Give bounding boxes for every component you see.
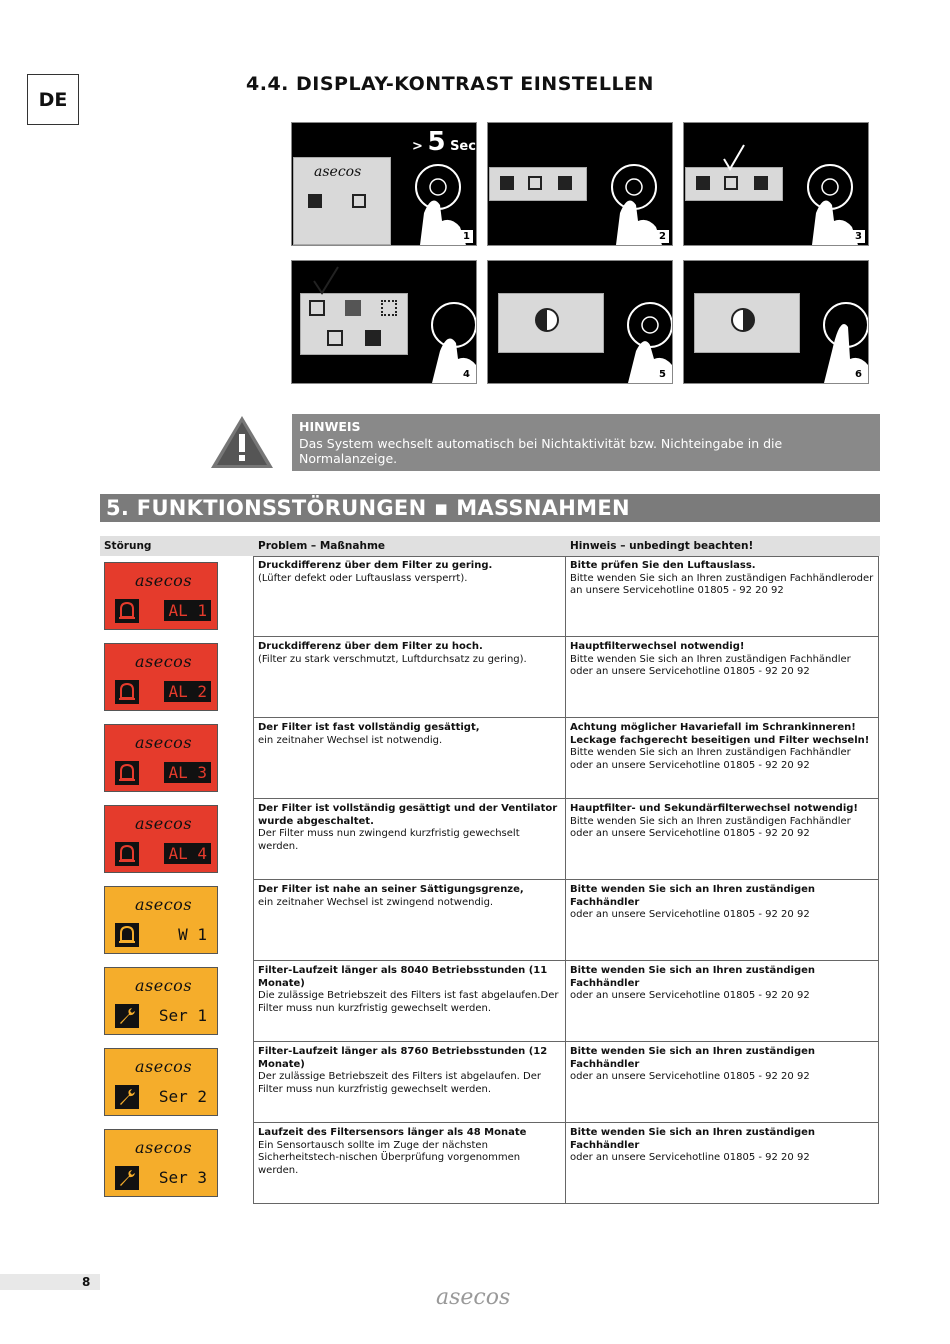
problem-cell	[253, 556, 565, 637]
table-row	[100, 961, 880, 1042]
problem-text: Der zulässige Betriebszeit des Filters ist abgelaufen. Der Filter muss nun kurzfristig gewechselt werden.	[258, 1071, 542, 1095]
problem-bold: Druckdifferenz über dem Filter zu gering.	[258, 560, 493, 571]
problem-text: Die zulässige Betriebszeit des Filters ist fast abgelaufen.Der Filter muss nun kurzfristig gewechselt werden.	[258, 990, 559, 1014]
step-image-5	[487, 260, 673, 384]
hint-cell	[565, 637, 879, 718]
problem-bold: Filter-Laufzeit länger als 8760 Betriebsstunden (12 Monate)	[258, 1046, 548, 1070]
hint-cell	[565, 880, 879, 961]
step-image-2	[487, 122, 673, 246]
problem-bold: Der Filter ist fast vollständig gesättigt,	[258, 722, 480, 733]
display-logo: asecos	[135, 733, 193, 752]
keypad-hand-icon	[488, 261, 673, 384]
step-image-1	[291, 122, 477, 246]
problem-cell	[253, 799, 565, 880]
table-row	[100, 880, 880, 961]
hint-bold: Hauptfilter- und Sekundärfilterwechsel notwendig!	[570, 803, 858, 814]
hint-text: Bitte wenden Sie sich an Ihren zuständigen Fachhändleroder an unsere Servicehotline 01805 - 92 20 92	[570, 572, 874, 596]
status-display	[104, 886, 218, 954]
hinweis-heading: HINWEIS	[299, 419, 361, 434]
error-code: Ser 1	[158, 1006, 207, 1025]
status-display	[104, 805, 218, 873]
hint-bold: Bitte wenden Sie sich an Ihren zuständigen Fachhändler	[570, 884, 816, 908]
problem-text: ein zeitnaher Wechsel ist zwingend notwendig.	[258, 896, 494, 908]
status-display	[104, 967, 218, 1035]
problem-cell	[253, 1042, 565, 1123]
problem-bold: Der Filter ist vollständig gesättigt und der Ventilator wurde abgeschaltet.	[258, 803, 558, 827]
error-code: AL 2	[164, 681, 211, 702]
problem-cell	[253, 1123, 565, 1204]
hinweis-box	[292, 414, 880, 471]
header-stoerung: Störung	[104, 540, 152, 552]
hint-bold: Achtung möglicher Havariefall im Schrankinneren! Leckage fachgerecht beseitigen und Filter wechseln!	[570, 722, 870, 746]
problem-text: Ein Sensortausch sollte im Zuge der nächsten Sicherheitstech-nischen Überprüfung vorgenommen werden.	[258, 1139, 521, 1176]
hint-text: oder an unsere Servicehotline 01805 - 92 20 92	[570, 909, 810, 920]
asecos-logo: asecos	[314, 164, 362, 180]
table-row	[100, 637, 880, 718]
keypad-hand-icon	[488, 123, 673, 246]
table-top-border	[253, 556, 879, 557]
problem-bold: Druckdifferenz über dem Filter zu hoch.	[258, 641, 483, 652]
section5-title: 5. FUNKTIONSSTÖRUNGEN ▪ MASSNAHMEN	[100, 494, 880, 522]
problem-text: ein zeitnaher Wechsel ist notwendig.	[258, 734, 443, 746]
display-logo: asecos	[135, 976, 193, 995]
problem-text: (Lüfter defekt oder Luftauslass versperrt).	[258, 572, 468, 584]
display-logo: asecos	[135, 814, 193, 833]
alarm-bell-icon	[115, 842, 139, 866]
keypad-hand-icon	[292, 123, 477, 246]
hint-text: Bitte wenden Sie sich an Ihren zuständigen Fachhändler oder an unsere Servicehotline 01805 - 92 20 92	[570, 815, 851, 839]
display-logo: asecos	[135, 571, 193, 590]
display-logo: asecos	[135, 652, 193, 671]
keypad-hand-checkmark-icon	[292, 261, 477, 384]
hint-cell	[565, 1042, 879, 1123]
step-image-6	[683, 260, 869, 384]
step-number: 1	[460, 230, 473, 243]
header-problem: Problem – Maßnahme	[258, 540, 386, 552]
problem-cell	[253, 961, 565, 1042]
hint-text: Bitte wenden Sie sich an Ihren zuständigen Fachhändler oder an unsere Servicehotline 01805 - 92 20 92	[570, 653, 851, 677]
keypad-hand-checkmark-icon	[684, 123, 869, 246]
table-row	[100, 718, 880, 799]
problem-cell	[253, 718, 565, 799]
keypad-hand-icon	[684, 261, 869, 384]
hint-bold: Bitte wenden Sie sich an Ihren zuständigen Fachhändler	[570, 1046, 816, 1070]
hint-text: oder an unsere Servicehotline 01805 - 92 20 92	[570, 1071, 810, 1082]
alarm-bell-icon	[115, 680, 139, 704]
status-display	[104, 1129, 218, 1197]
alarm-bell-icon	[115, 923, 139, 947]
hint-text: Bitte wenden Sie sich an Ihren zuständigen Fachhändler oder an unsere Servicehotline 01805 - 92 20 92	[570, 747, 851, 771]
status-display	[104, 562, 218, 630]
problem-bold: Laufzeit des Filtersensors länger als 48 Monate	[258, 1127, 527, 1138]
problem-text: Der Filter muss nun zwingend kurzfristig gewechselt werden.	[258, 828, 520, 852]
hint-cell	[565, 799, 879, 880]
error-code: W 1	[178, 925, 207, 944]
header-hinweis: Hinweis – unbedingt beachten!	[570, 540, 754, 552]
step-image-3	[683, 122, 869, 246]
hint-cell	[565, 718, 879, 799]
error-code: AL 1	[164, 600, 211, 621]
timer-label: > 5 Sec	[412, 127, 476, 157]
alarm-bell-icon	[115, 599, 139, 623]
hint-cell	[565, 556, 879, 637]
display-logo: asecos	[135, 1057, 193, 1076]
language-badge: DE	[27, 74, 79, 125]
section-title: 4.4. DISPLAY-KONTRAST EINSTELLEN	[246, 73, 654, 95]
hinweis-text: Das System wechselt automatisch bei Nichtaktivität bzw. Nichteingabe in die Normalanzeige.	[299, 436, 783, 466]
table-header	[100, 536, 880, 556]
problem-bold: Filter-Laufzeit länger als 8040 Betriebsstunden (11 Monate)	[258, 965, 548, 989]
step-number: 3	[852, 230, 865, 243]
status-display	[104, 724, 218, 792]
step-number: 6	[852, 368, 865, 381]
error-code: Ser 3	[158, 1168, 207, 1187]
hint-cell	[565, 1123, 879, 1204]
hint-bold: Bitte wenden Sie sich an Ihren zuständigen Fachhändler	[570, 965, 816, 989]
table-row	[100, 799, 880, 880]
page-number: 8	[82, 1275, 91, 1289]
step-number: 2	[656, 230, 669, 243]
hint-text: oder an unsere Servicehotline 01805 - 92 20 92	[570, 1152, 810, 1163]
wrench-icon	[115, 1004, 139, 1028]
problem-cell	[253, 637, 565, 718]
problem-text: (Filter zu stark verschmutzt, Luftdurchsatz zu gering).	[258, 653, 527, 665]
warning-icon	[209, 414, 275, 470]
table-row	[100, 556, 880, 637]
alarm-bell-icon	[115, 761, 139, 785]
error-code: Ser 2	[158, 1087, 207, 1106]
hint-bold: Bitte wenden Sie sich an Ihren zuständigen Fachhändler	[570, 1127, 816, 1151]
problem-cell	[253, 880, 565, 961]
wrench-icon	[115, 1085, 139, 1109]
status-display	[104, 643, 218, 711]
display-logo: asecos	[135, 895, 193, 914]
problem-bold: Der Filter ist nahe an seiner Sättigungsgrenze,	[258, 884, 524, 895]
hint-bold: Hauptfilterwechsel notwendig!	[570, 641, 745, 652]
step-number: 5	[656, 368, 669, 381]
error-code: AL 3	[164, 762, 211, 783]
status-display	[104, 1048, 218, 1116]
display-logo: asecos	[135, 1138, 193, 1157]
hint-text: oder an unsere Servicehotline 01805 - 92 20 92	[570, 990, 810, 1001]
table-row	[100, 1123, 880, 1204]
footer-logo: asecos	[436, 1285, 511, 1310]
step-image-4	[291, 260, 477, 384]
hint-cell	[565, 961, 879, 1042]
table-row	[100, 1042, 880, 1123]
step-number: 4	[460, 368, 473, 381]
hint-bold: Bitte prüfen Sie den Luftauslass.	[570, 560, 756, 571]
wrench-icon	[115, 1166, 139, 1190]
error-code: AL 4	[164, 843, 211, 864]
